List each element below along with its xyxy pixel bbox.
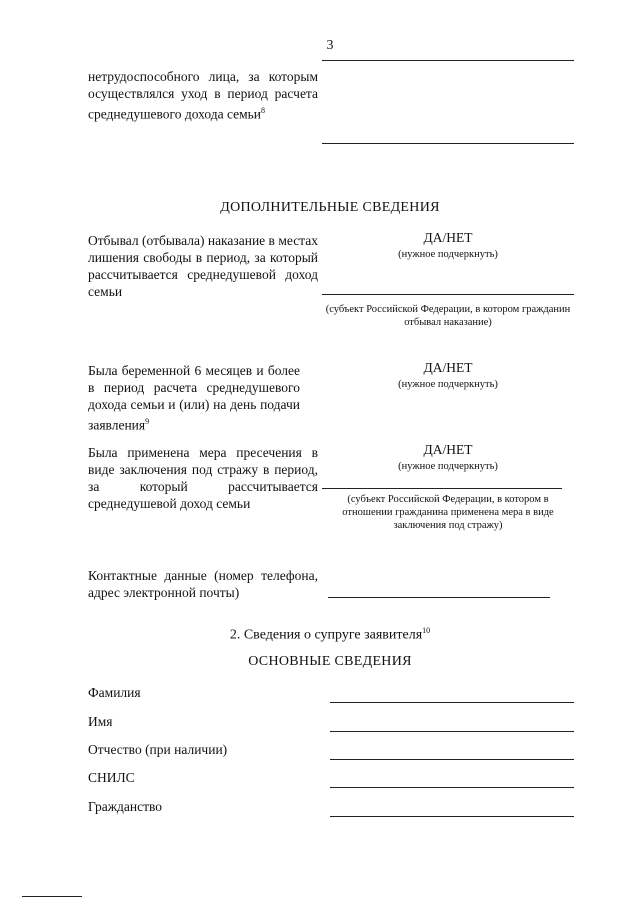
q2-hint: (нужное подчеркнуть)	[398, 379, 498, 390]
q3-label: Была применена мера пресечения в виде заключения под стражу в период, за который рассчитывается среднедушевой доход семьи	[88, 445, 318, 511]
q1-region-line[interactable]	[322, 294, 574, 295]
spouse-heading: ОСНОВНЫЕ СВЕДЕНИЯ	[248, 654, 412, 669]
q3-region-line[interactable]	[322, 488, 562, 489]
top-line-answer[interactable]	[322, 143, 574, 144]
additional-heading: ДОПОЛНИТЕЛЬНЫЕ СВЕДЕНИЯ	[220, 200, 440, 215]
q2-label: Была беременной 6 месяцев и более в период расчета среднедушевого дохода семьи и (или) на день подачи заявления$^9$	[88, 363, 300, 433]
field-patronymic-label: Отчество (при наличии)	[88, 742, 228, 757]
q3-yesno[interactable]: ДА/НЕТ	[423, 442, 473, 457]
top-line-upper	[322, 60, 574, 61]
field-citizenship-label: Гражданство	[88, 799, 163, 814]
q3-subnote: (субъект Российской Федерации, в котором в отношении гражданина применена мера в виде заключения под стражу)	[342, 494, 554, 531]
q1-label: Отбывал (отбывала) наказание в местах лишения свободы в период, за который рассчитывается среднедушевой доход семьи	[88, 233, 318, 299]
top-block-label: нетрудоспособного лица, за которым осуществлялся уход в период расчета среднедушевого дохода семьи$^8$	[88, 69, 318, 122]
field-surname-line[interactable]	[330, 702, 574, 703]
spouse-section-title: 2. Сведения о супруге заявителя$^{10}$	[229, 626, 431, 643]
contacts-label: Контактные данные (номер телефона, адрес электронной почты)	[88, 568, 318, 600]
field-citizenship-line[interactable]	[330, 816, 574, 817]
field-patronymic-line[interactable]	[330, 759, 574, 760]
field-name-label: Имя	[88, 714, 113, 729]
field-surname-label: Фамилия	[88, 685, 141, 700]
field-snils-line[interactable]	[330, 787, 574, 788]
q2-yesno[interactable]: ДА/НЕТ	[423, 360, 473, 375]
field-snils-label: СНИЛС	[88, 770, 135, 785]
contacts-line[interactable]	[328, 597, 550, 598]
footnote-separator	[22, 896, 82, 897]
page-number: 3	[326, 38, 334, 53]
q1-subnote: (субъект Российской Федерации, в котором гражданин отбывал наказание)	[325, 304, 571, 328]
q3-hint: (нужное подчеркнуть)	[398, 461, 498, 472]
field-name-line[interactable]	[330, 731, 574, 732]
q1-yesno[interactable]: ДА/НЕТ	[423, 230, 473, 245]
q1-hint: (нужное подчеркнуть)	[398, 249, 498, 260]
